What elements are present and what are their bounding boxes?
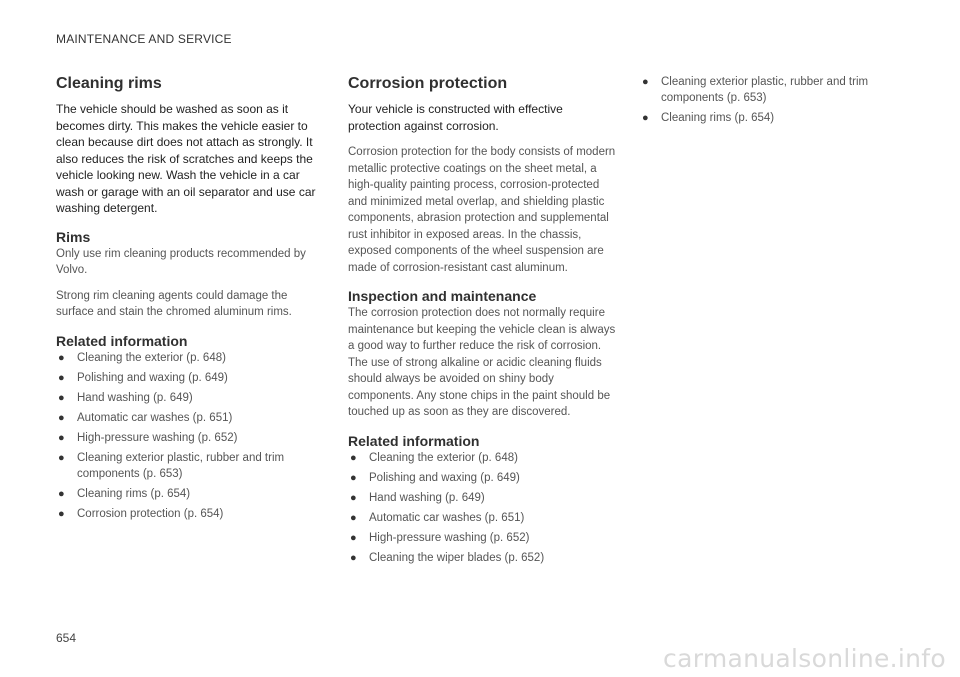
related-link[interactable]: ● Automatic car washes (p. 651)	[350, 511, 525, 524]
heading-inspection-maintenance: Inspection and maintenance	[348, 288, 537, 304]
bullet-icon: ●	[350, 491, 357, 504]
bullet-icon: ●	[58, 371, 65, 384]
bullet-icon: ●	[350, 511, 357, 524]
related-link[interactable]: ● High-pressure washing (p. 652)	[58, 431, 238, 444]
related-link[interactable]: ● Cleaning the wiper blades (p. 652)	[350, 551, 545, 564]
bullet-icon: ●	[350, 451, 357, 464]
rims-paragraph-2: Strong rim cleaning agents could damage the surface and stain the chromed aluminum rims.	[56, 289, 292, 318]
watermark: carmanualsonline.info	[663, 644, 946, 673]
bullet-icon: ●	[58, 487, 65, 500]
column-continued-related	[640, 74, 910, 130]
related-link[interactable]: ● Cleaning rims (p. 654)	[642, 112, 775, 124]
related-links-list	[348, 450, 618, 566]
related-info-section	[56, 332, 326, 522]
related-link[interactable]: ● Hand washing (p. 649)	[58, 391, 193, 404]
rims-section	[56, 228, 326, 321]
corrosion-intro-paragraph: Your vehicle is constructed with effective protection against corrosion.	[348, 102, 563, 133]
page-number: 654	[56, 631, 77, 645]
section-title-corrosion-protection: Corrosion protection	[348, 75, 508, 92]
related-link[interactable]: ● Polishing and waxing (p. 649)	[350, 471, 520, 484]
bullet-icon: ●	[350, 471, 357, 484]
related-link[interactable]: ● Hand washing (p. 649)	[350, 491, 485, 504]
inspection-section	[348, 287, 618, 421]
related-link[interactable]: ● Cleaning exterior plastic, rubber and trim components (p. 653)	[642, 76, 869, 104]
bullet-icon: ●	[58, 391, 65, 404]
bullet-icon: ●	[58, 411, 65, 424]
rims-paragraph-1: Only use rim cleaning products recommended by Volvo.	[56, 247, 306, 276]
related-link[interactable]: ● Cleaning exterior plastic, rubber and trim components (p. 653)	[58, 451, 285, 480]
bullet-icon: ●	[350, 551, 357, 564]
bullet-icon: ●	[642, 76, 649, 88]
running-head: MAINTENANCE AND SERVICE	[56, 32, 232, 46]
related-info-section	[348, 432, 618, 566]
bullet-icon: ●	[350, 531, 357, 544]
column-cleaning-rims	[56, 74, 326, 526]
related-link[interactable]: ● Cleaning rims (p. 654)	[58, 487, 191, 500]
heading-rims: Rims	[56, 228, 91, 245]
bullet-icon: ●	[58, 507, 65, 520]
related-link[interactable]: ● High-pressure washing (p. 652)	[350, 531, 530, 544]
intro-paragraph: The vehicle should be washed as soon as it becomes dirty. This makes the vehicle easier to clean because dirt does not attach as strongly. It also reduces the risk of scratches and keeps the vehicle looking new. Wash the vehicle in a car wash or garage with an oil separator and use car washing detergent.	[56, 102, 316, 215]
related-links-list	[56, 350, 326, 522]
column-corrosion-protection	[348, 74, 618, 570]
bullet-icon: ●	[58, 351, 65, 364]
inspection-paragraph: The corrosion protection does not normally require maintenance but keeping the vehicle clean is always a good way to further reduce the risk of corrosion. The use of strong alkaline or acidic cleaning fluids should always be avoided on shiny body components. Any stone chips in the paint should be touched up as soon as they are discovered.	[348, 307, 616, 418]
related-link[interactable]: ● Cleaning the exterior (p. 648)	[58, 351, 226, 364]
related-links-list-continued	[640, 74, 910, 126]
heading-related-information: Related information	[348, 432, 480, 449]
related-link[interactable]: ● Automatic car washes (p. 651)	[58, 411, 233, 424]
related-link[interactable]: ● Corrosion protection (p. 654)	[58, 507, 224, 520]
section-title-cleaning-rims: Cleaning rims	[56, 75, 162, 92]
bullet-icon: ●	[58, 431, 65, 444]
related-link[interactable]: ● Polishing and waxing (p. 649)	[58, 371, 228, 384]
heading-related-information: Related information	[56, 332, 188, 349]
corrosion-body-paragraph: Corrosion protection for the body consists of modern metallic protective coatings on the sheet metal, a high-quality painting process, corrosion-protected and minimized metal overlap, and shielding plastic components, abrasion protection and supplemental rust inhibitor in exposed areas. In the chassis, exposed components of the wheel suspension are made of corrosion-resistant cast aluminum.	[348, 146, 616, 274]
related-link[interactable]: ● Cleaning the exterior (p. 648)	[350, 451, 518, 464]
bullet-icon: ●	[58, 451, 65, 464]
bullet-icon: ●	[642, 112, 649, 124]
